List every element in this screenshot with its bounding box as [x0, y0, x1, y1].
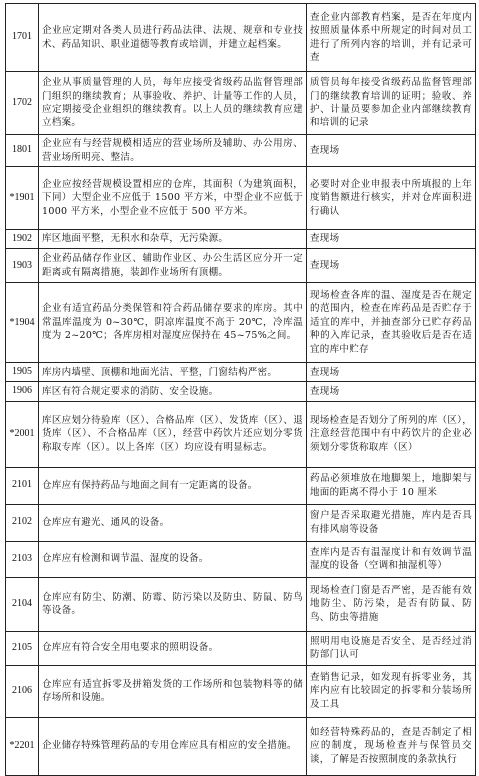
item-code-cell: 1902 — [6, 230, 39, 249]
table-row — [6, 363, 476, 382]
table-row — [6, 665, 476, 717]
table-row — [6, 4, 476, 72]
requirement-cell: 仓库应有适宜拆零及拼箱发货的工作场所和包装物料等的储存场所和设施。 — [39, 665, 307, 717]
item-code-cell: 1903 — [6, 249, 39, 283]
table-row — [6, 467, 476, 504]
inspection-method-cell: 现场检查门窗是否严密，是否能有效地防尘、防污染，是否有防鼠、防鸟、防虫等措施 — [307, 577, 476, 631]
inspection-method-cell: 照明用电设施是否安全、是否经过消防部门认可 — [307, 631, 476, 665]
inspection-method-cell: 查现场 — [307, 135, 476, 167]
item-code-cell: 1701 — [6, 4, 39, 72]
item-code-cell: 1905 — [6, 363, 39, 382]
requirement-cell: 仓库应有避光、通风的设备。 — [39, 504, 307, 541]
inspection-method-cell: 现场检查是否划分了所列的库（区），注意经营范围中有中药饮片的企业必须划分零货称取库（区） — [307, 401, 476, 467]
inspection-method-cell: 必要时对企业申报表中所填报的上年度销售额进行核实，并对仓库面积进行确认 — [307, 167, 476, 230]
table-row — [6, 249, 476, 283]
table-body — [6, 4, 476, 776]
inspection-method-cell: 查库内是否有温湿度计和有效调节温湿度的设备（空调和抽湿机等） — [307, 541, 476, 577]
table-row — [6, 401, 476, 467]
table-row — [6, 135, 476, 167]
item-code-cell: 1801 — [6, 135, 39, 167]
item-code-cell: 2105 — [6, 631, 39, 665]
inspection-method-cell: 查现场 — [307, 249, 476, 283]
inspection-method-cell: 窗户是否采取避光措施，库内是否具有排风扇等设备 — [307, 504, 476, 541]
table-row — [6, 631, 476, 665]
inspection-method-cell: 查销售记录，如发现有拆零业务，其库内应有比较固定的拆零和分装场所及工具 — [307, 665, 476, 717]
requirement-cell: 库区地面平整，无积水和杂草，无污染源。 — [39, 230, 307, 249]
item-code-cell: 1906 — [6, 382, 39, 401]
gsp-inspection-table — [5, 3, 476, 776]
table-row — [6, 717, 476, 775]
table-row — [6, 382, 476, 401]
requirement-cell: 仓库应有保持药品与地面之间有一定距离的设备。 — [39, 467, 307, 504]
requirement-cell: 企业应有与经营规模相适应的营业场所及辅助、办公用房、营业场所明亮、整洁。 — [39, 135, 307, 167]
item-code-cell: 2102 — [6, 504, 39, 541]
requirement-cell: 仓库应有检测和调节温、湿度的设备。 — [39, 541, 307, 577]
item-code-cell: *2201 — [6, 717, 39, 775]
table-row — [6, 230, 476, 249]
table-row — [6, 283, 476, 363]
requirement-cell: 仓库应有符合安全用电要求的照明设备。 — [39, 631, 307, 665]
requirement-cell: 库区应划分待验库（区）、合格品库（区）、发货库（区）、退货库（区）、不合格品库（区），经营中药饮片还应划分零货称取专库（区）。以上各库（区）均应设有明显标志。 — [39, 401, 307, 467]
inspection-method-cell: 现场检查各库的温、湿度是否在规定的范围内，检查在库药品是否贮存于适宜的库中，并抽查部分已贮存药品种的入库记录，查其验收后是否在适宜的库中贮存 — [307, 283, 476, 363]
requirement-cell: 库区有符合规定要求的消防、安全设施。 — [39, 382, 307, 401]
inspection-method-cell: 质管员每年接受省级药品监督管理部门的继续教育培训的证明；验收、养护、计量员要参加企业内部继续教育和培训的记录 — [307, 72, 476, 135]
table-row — [6, 504, 476, 541]
item-code-cell: 1702 — [6, 72, 39, 135]
table-row — [6, 167, 476, 230]
requirement-cell: 企业应按经营规模设置相应的仓库，其面积（为建筑面积，下同）大型企业不应低于 1500 平方米，中型企业不应低于 1000 平方米，小型企业不应低于 500 平方米。 — [39, 167, 307, 230]
item-code-cell: 2106 — [6, 665, 39, 717]
table-row — [6, 541, 476, 577]
inspection-method-cell: 查企业内部教育档案，是否在年度内按照质量体系中所规定的时间对员工进行了所列内容的培训，并有记录可查 — [307, 4, 476, 72]
inspection-method-cell: 如经营特殊药品的，查是否制定了相应的制度，现场检查并与保管员交谈，了解是否按照制度的条款执行 — [307, 717, 476, 775]
table-row — [6, 577, 476, 631]
requirement-cell: 企业应定期对各类人员进行药品法律、法规、规章和专业技术、药品知识、职业道德等教育或培训，并建立起档案。 — [39, 4, 307, 72]
inspection-method-cell: 查现场 — [307, 363, 476, 382]
requirement-cell: 企业药品储存作业区、辅助作业区、办公生活区应分开一定距离或有隔离措施，装卸作业场所有顶棚。 — [39, 249, 307, 283]
item-code-cell: 2103 — [6, 541, 39, 577]
item-code-cell: *1904 — [6, 283, 39, 363]
item-code-cell: *2001 — [6, 401, 39, 467]
requirement-cell: 企业有适宜药品分类保管和符合药品储存要求的库房。其中常温库温度为 0~30℃，阴凉库温度不高于 20℃，冷库温度为 2~20℃；各库房相对湿度应保持在 45~75%之间。 — [39, 283, 307, 363]
requirement-cell: 企业从事质量管理的人员，每年应接受省级药品监督管理部门组织的继续教育；从事验收、养护、计量等工作的人员，应定期接受企业组织的继续教育。以上人员的继续教育应建立档案。 — [39, 72, 307, 135]
item-code-cell: 2104 — [6, 577, 39, 631]
inspection-method-cell: 查现场 — [307, 382, 476, 401]
table-row — [6, 72, 476, 135]
requirement-cell: 企业储存特殊管理药品的专用仓库应具有相应的安全措施。 — [39, 717, 307, 775]
item-code-cell: *1901 — [6, 167, 39, 230]
requirement-cell: 仓库应有防尘、防潮、防霉、防污染以及防虫、防鼠、防鸟等设备。 — [39, 577, 307, 631]
inspection-method-cell: 查现场 — [307, 230, 476, 249]
item-code-cell: 2101 — [6, 467, 39, 504]
inspection-method-cell: 药品必须堆放在地脚架上，地脚架与地面的距离不得小于 10 厘米 — [307, 467, 476, 504]
requirement-cell: 库房内墙壁、顶棚和地面光洁、平整，门窗结构严密。 — [39, 363, 307, 382]
